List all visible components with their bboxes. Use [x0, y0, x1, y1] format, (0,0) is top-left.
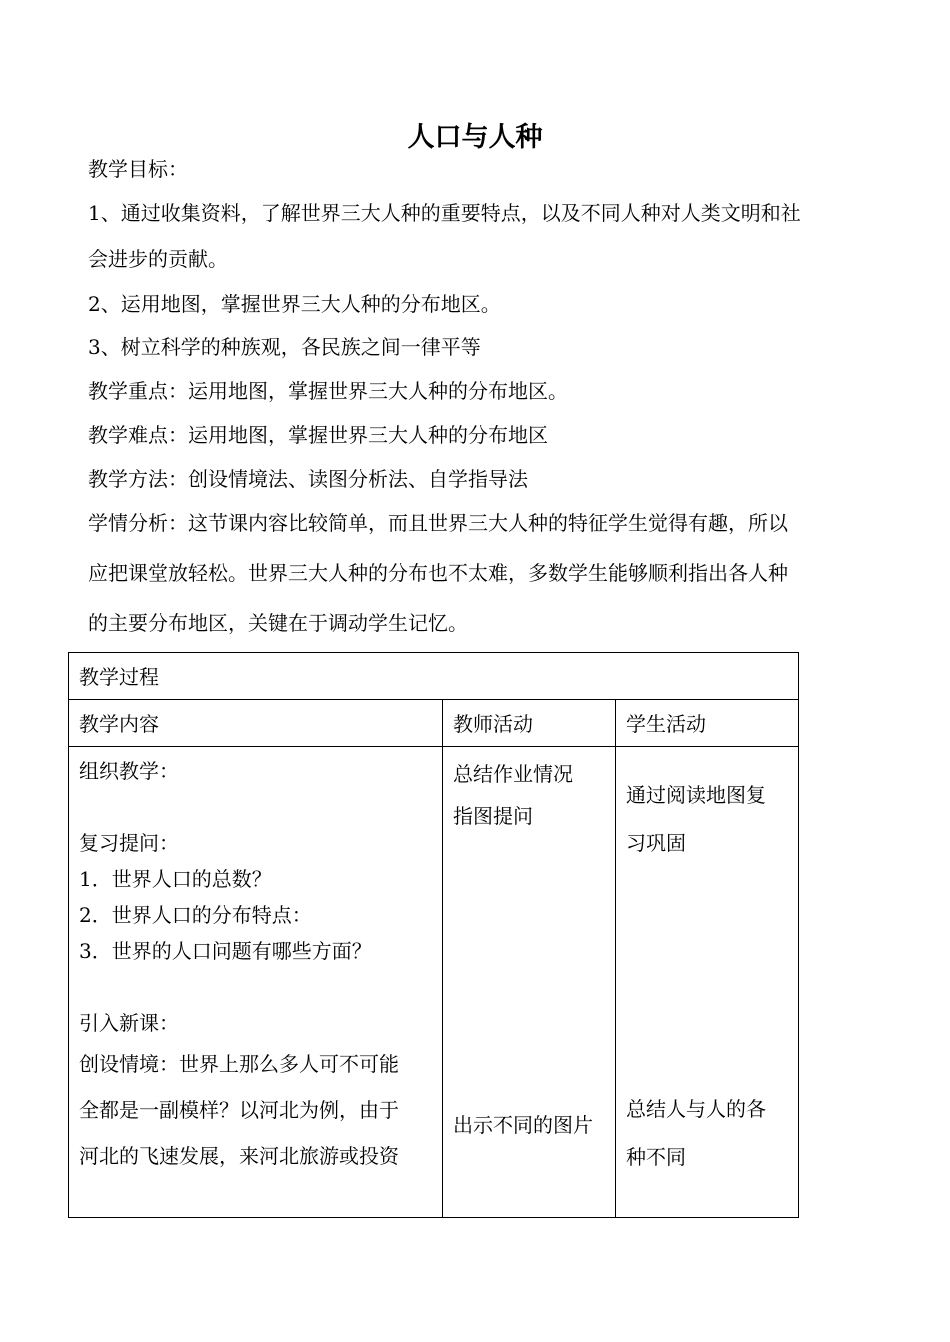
student-activity-1-line-2: 习巩固	[626, 831, 686, 855]
review-question-1: 1．世界人口的总数？	[79, 867, 272, 891]
difficulty: 教学难点：运用地图，掌握世界三大人种的分布地区	[88, 423, 548, 447]
scenario-line-3: 河北的飞速发展，来河北旅游或投资	[79, 1144, 399, 1168]
col-header-teacher	[443, 700, 616, 747]
student-activity-2-line-2: 种不同	[626, 1145, 686, 1169]
teacher-activity-3: 出示不同的图片	[453, 1113, 593, 1137]
key-point: 教学重点：运用地图，掌握世界三大人种的分布地区。	[88, 379, 568, 403]
objective-1-line-1: 1、通过收集资料，了解世界三大人种的重要特点，以及不同人种对人类文明和社	[88, 201, 801, 225]
review-question-3: 3．世界的人口问题有哪些方面？	[79, 939, 372, 963]
student-activity-2-line-1: 总结人与人的各	[626, 1097, 766, 1121]
scenario-line-1: 创设情境：世界上那么多人可不可能	[79, 1052, 399, 1076]
teaching-method: 教学方法：创设情境法、读图分析法、自学指导法	[88, 467, 528, 491]
student-activity-1-line-1: 通过阅读地图复	[626, 783, 766, 807]
objective-2: 2、运用地图，掌握世界三大人种的分布地区。	[88, 292, 501, 316]
intro-heading: 引入新课：	[79, 1011, 179, 1035]
col-header-student	[616, 700, 799, 747]
teacher-activity-1: 总结作业情况	[453, 762, 573, 786]
col-content-label: 教学内容	[79, 712, 159, 736]
teacher-activity-2: 指图提问	[453, 804, 533, 828]
review-heading: 复习提问：	[79, 831, 179, 855]
col-teacher-label: 教师活动	[453, 712, 533, 736]
content-row	[69, 747, 799, 1218]
objectives-heading: 教学目标：	[88, 157, 188, 181]
content-cell	[69, 747, 443, 1218]
process-header-cell	[69, 653, 799, 700]
scenario-line-2: 全都是一副模样？以河北为例，由于	[79, 1098, 399, 1122]
review-question-2: 2．世界人口的分布特点：	[79, 903, 312, 927]
student-cell	[616, 747, 799, 1218]
col-header-content	[69, 700, 443, 747]
document-title: 人口与人种	[407, 122, 543, 153]
col-student-label: 学生活动	[626, 712, 706, 736]
objective-1-line-2: 会进步的贡献。	[88, 247, 228, 271]
process-header: 教学过程	[79, 665, 159, 689]
teacher-cell	[443, 747, 616, 1218]
analysis-line-1: 学情分析：这节课内容比较简单，而且世界三大人种的特征学生觉得有趣，所以	[88, 511, 788, 535]
process-header-row	[69, 653, 799, 700]
teaching-process-table	[68, 652, 799, 1218]
analysis-line-3: 的主要分布地区，关键在于调动学生记忆。	[88, 611, 468, 635]
objective-3: 3、树立科学的种族观，各民族之间一律平等	[88, 335, 481, 359]
column-header-row	[69, 700, 799, 747]
organize-teaching: 组织教学：	[79, 759, 179, 783]
analysis-line-2: 应把课堂放轻松。世界三大人种的分布也不太难，多数学生能够顺利指出各人种	[88, 561, 788, 585]
